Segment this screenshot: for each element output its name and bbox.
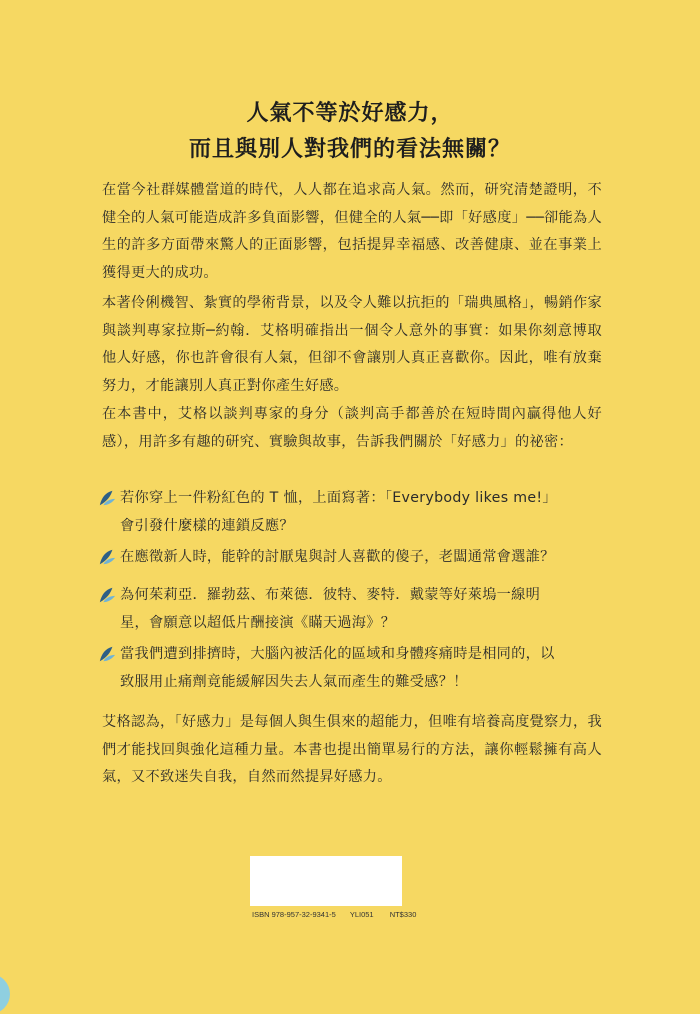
headline-line-2: 而且與別人對我們的看法無關？: [188, 137, 511, 162]
bullet-text: 當我們遭到排擠時，大腦內被活化的區域和身體疼痛時是相同的，以致服用止痛劑竟能緩解因失去人氣而產生的難受感？！: [120, 646, 555, 690]
barcode-area: [250, 856, 402, 906]
book-paragraph: 在本書中，艾格以談判專家的身分（談判高手都善於在短時間內贏得他人好感），用許多有趣的研究、實驗與故事，告訴我們關於「好感力」的祕密：: [102, 406, 602, 450]
leaf-icon: [98, 645, 116, 663]
bullet-text: 若你穿上一件粉紅色的 T 恤，上面寫著：「Everybody likes me!」會引發什麼樣的連鎖反應？: [120, 490, 557, 534]
leaf-icon: [98, 489, 116, 507]
bullet-item: [98, 641, 568, 696]
isbn-number: ISBN 978-957-32-9341-5: [252, 910, 336, 919]
bullet-item: [98, 485, 568, 540]
headline-line-1: 人氣不等於好感力，: [246, 101, 454, 126]
bullet-text: 在應徵新人時，能幹的討厭鬼與討人喜歡的傻子，老闆通常會選誰？: [120, 549, 555, 565]
series-code: YLI051: [349, 910, 374, 919]
price: NT$330: [389, 910, 417, 919]
bullet-item: [98, 544, 568, 572]
intro-paragraph: 在當今社群媒體當道的時代，人人都在追求高人氣。然而，研究清楚證明，不健全的人氣可能造成許多負面影響，但健全的人氣──即「好感度」──卻能為人生的許多方面帶來驚人的正面影響，包括提昇幸福感、改善健康、並在事業上獲得更大的成功。: [102, 182, 602, 281]
corner-decoration: [0, 974, 10, 1014]
closing-paragraph: 艾格認為，「好感力」是每個人與生俱來的超能力，但唯有培養高度覺察力，我們才能找回與強化這種力量。本書也提出簡單易行的方法，讓你輕鬆擁有高人氣，又不致迷失自我，自然而然提昇好感力。: [102, 714, 602, 785]
author-paragraph: 本著伶俐機智、紮實的學術背景，以及令人難以抗拒的「瑞典風格」，暢銷作家與談判專家拉斯─約翰．艾格明確指出一個令人意外的事實：如果你刻意博取他人好感，你也許會很有人氣，但卻不會讓別人真正喜歡你。因此，唯有放棄努力，才能讓別人真正對你產生好感。: [102, 295, 602, 394]
bullet-item: [98, 582, 568, 637]
isbn-line: [252, 910, 417, 920]
leaf-icon: [98, 586, 116, 604]
book-headline: [0, 96, 700, 168]
bullet-text: 為何茱莉亞．羅勃茲、布萊德．彼特、麥特．戴蒙等好萊塢一線明星，會願意以超低片酬接演《瞞天過海》？: [120, 587, 541, 631]
leaf-icon: [98, 548, 116, 566]
